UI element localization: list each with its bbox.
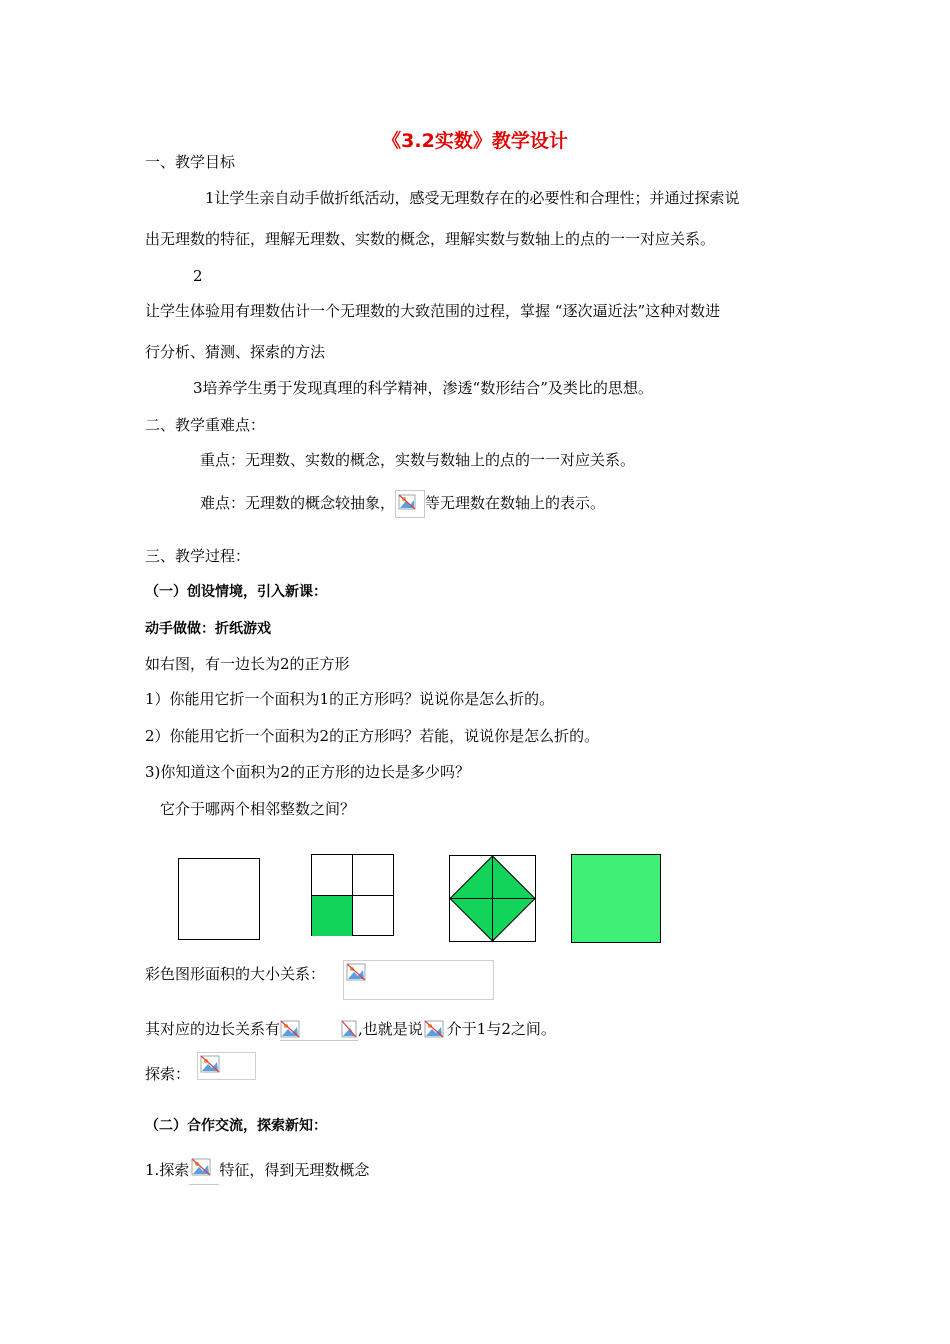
- square-figure-1: [178, 858, 260, 940]
- section2-heading: 二、教学重难点：: [145, 416, 266, 434]
- broken-image-icon: [199, 1054, 223, 1076]
- intro-text: 如右图，有一边长为2的正方形: [145, 655, 350, 673]
- question-4: 它介于哪两个相邻整数之间？: [160, 800, 356, 818]
- broken-image-icon: [189, 1157, 219, 1185]
- difficulty-suffix: 等无理数在数轴上的表示。: [425, 494, 606, 512]
- difficulty-prefix: 难点：无理数的概念较抽象，: [200, 494, 396, 512]
- horizontal-fold-line: [312, 895, 393, 896]
- page-title: 《3.2实数》教学设计: [382, 130, 568, 152]
- broken-image-icon: [280, 1019, 358, 1041]
- broken-image-icon: [345, 962, 369, 984]
- green-unit-square: [312, 895, 353, 936]
- goal1-line2: 出无理数的特征，理解无理数、实数的概念，理解实数与数轴上的点的一一对应关系。: [145, 230, 716, 248]
- broken-image-icon: [395, 490, 425, 518]
- goal2-line1: 让学生体验用有理数估计一个无理数的大致范围的过程，掌握 “逐次逼近法”这种对数进: [145, 302, 721, 320]
- side-relation-mid: ,也就是说: [358, 1020, 423, 1038]
- area-relation-label: 彩色图形面积的大小关系：: [145, 965, 326, 983]
- goal1-line1: 1让学生亲自动手做折纸活动，感受无理数存在的必要性和合理性；并通过探索说: [205, 189, 740, 207]
- area-relation-formula: [343, 960, 494, 1000]
- difficulty-line: [200, 488, 605, 518]
- question-2: 2）你能用它折一个面积为2的正方形吗？若能，说说你是怎么折的。: [145, 727, 600, 745]
- goal2-line2: 行分析、猜测、探索的方法: [145, 343, 326, 361]
- activity-heading: 动手做做：折纸游戏: [145, 621, 271, 637]
- square-figure-4: [571, 854, 661, 943]
- item1-suffix: 特征，得到无理数概念: [219, 1161, 370, 1179]
- part2-heading: （二）合作交流，探索新知：: [145, 1118, 327, 1134]
- goal2-number: 2: [193, 267, 203, 285]
- goal3: 3培养学生勇于发现真理的科学精神，渗透“数形结合”及类比的思想。: [193, 379, 653, 397]
- question-1: 1）你能用它折一个面积为1的正方形吗？说说你是怎么折的。: [145, 690, 555, 708]
- side-relation-suffix: 介于1与2之间。: [446, 1020, 556, 1038]
- key-point: 重点：无理数、实数的概念，实数与数轴上的点的一一对应关系。: [200, 451, 636, 469]
- item1-line: [145, 1156, 369, 1185]
- square-figure-3: [449, 855, 537, 943]
- broken-image-icon: [423, 1019, 447, 1041]
- side-relation-prefix: 其对应的边长关系有: [145, 1020, 281, 1038]
- item1-prefix: 1.探索: [145, 1161, 190, 1179]
- explore-label: 探索：: [145, 1065, 191, 1083]
- explore-formula: [197, 1052, 256, 1080]
- side-relation-line: [145, 1017, 556, 1041]
- section1-heading: 一、教学目标: [145, 153, 236, 171]
- section3-heading: 三、教学过程：: [145, 547, 251, 565]
- square-figure-2: [311, 854, 394, 936]
- part1-heading: （一）创设情境，引入新课：: [145, 584, 327, 600]
- question-3: 3)你知道这个面积为2的正方形的边长是多少吗？: [145, 763, 470, 781]
